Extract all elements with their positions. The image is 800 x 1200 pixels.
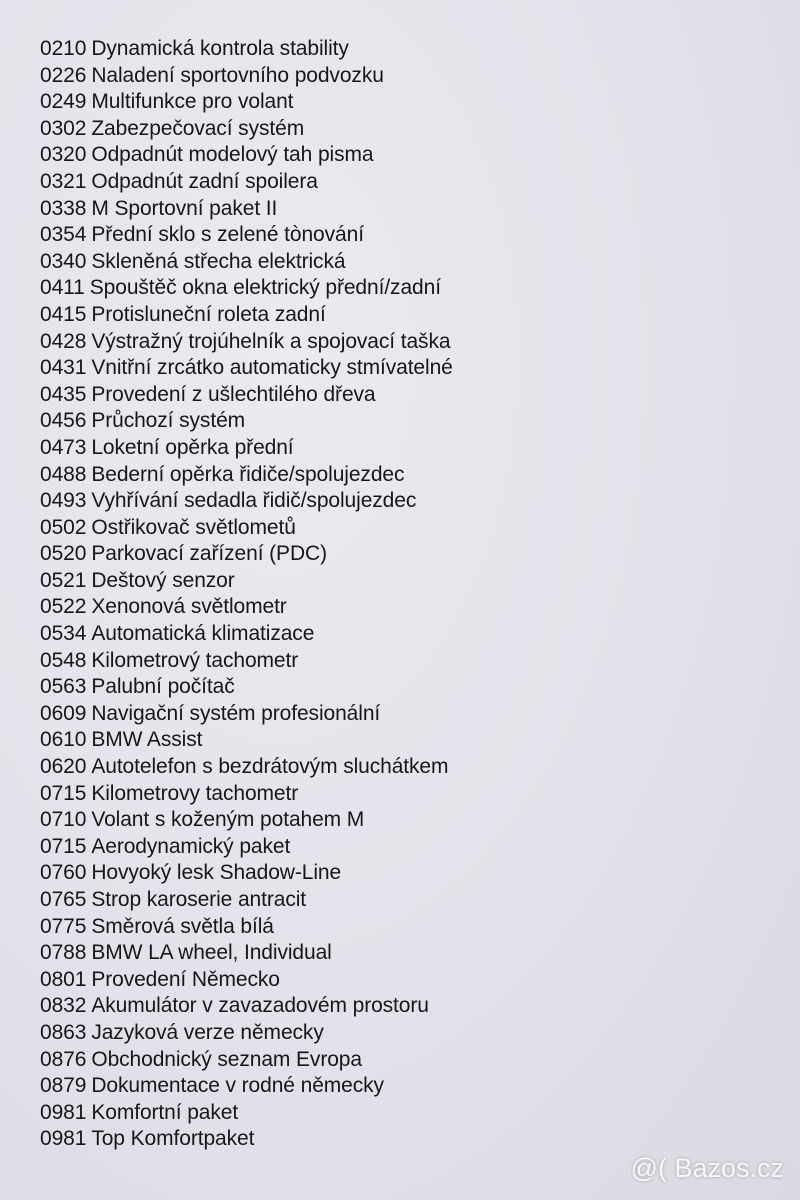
option-label: Provedení Německo: [91, 967, 280, 991]
option-label: Ostřikovač světlometů: [91, 515, 296, 539]
option-row: [40, 594, 453, 621]
option-label: Výstražný trojúhelník a spojovací taška: [91, 329, 451, 353]
option-row: [40, 648, 453, 675]
option-label: Směrová světla bílá: [91, 914, 274, 938]
option-row: [40, 1126, 453, 1153]
option-row: [40, 302, 453, 329]
option-label: Loketní opěrka přední: [91, 435, 294, 459]
option-label: Odpadnút modelový tah pisma: [91, 143, 374, 167]
option-label: BMW Assist: [91, 728, 203, 752]
option-label: Bederní opěrka řidiče/spolujezdec: [91, 462, 405, 486]
option-code: 0340: [40, 249, 87, 273]
option-label: Multifunkce pro volant: [91, 90, 294, 114]
option-label: Autotelefon s bezdrátovým sluchátkem: [91, 755, 449, 779]
option-code: 0502: [40, 515, 87, 539]
option-code: 0876: [40, 1047, 87, 1071]
option-row: [40, 860, 453, 887]
option-code: 0473: [40, 435, 87, 459]
option-label: Top Komfortpaket: [91, 1127, 255, 1151]
option-label: Vnitřní zrcátko automaticky stmívatelné: [91, 356, 453, 380]
option-code: 0760: [40, 861, 87, 885]
option-code: 0226: [40, 63, 87, 87]
option-row: [40, 462, 453, 489]
option-row: [40, 1073, 453, 1100]
option-code: 0981: [40, 1127, 87, 1151]
option-label: Obchodnický seznam Evropa: [91, 1047, 362, 1071]
option-code: 0431: [40, 356, 87, 380]
option-label: BMW LA wheel, Individual: [91, 941, 332, 965]
option-row: [40, 754, 453, 781]
option-label: Spouštěč okna elektrický přední/zadní: [89, 276, 441, 300]
option-row: [40, 382, 453, 409]
option-label: Hovyoký lesk Shadow-Line: [91, 861, 342, 885]
option-row: [40, 967, 453, 994]
option-code: 0354: [40, 223, 87, 247]
option-row: [40, 196, 453, 223]
option-code: 0522: [40, 595, 87, 619]
option-code: 0548: [40, 648, 87, 672]
option-label: Navigační systém profesionální: [91, 701, 381, 725]
option-label: Automatická klimatizace: [91, 622, 315, 646]
option-label: Naladení sportovního podvozku: [91, 63, 384, 87]
option-code: 0210: [40, 37, 87, 60]
option-code: 0715: [40, 781, 87, 805]
option-code: 0435: [40, 382, 87, 406]
option-code: 0609: [40, 701, 87, 725]
option-code: 0249: [40, 90, 87, 114]
option-row: [40, 727, 453, 754]
option-code: 0710: [40, 808, 87, 832]
option-label: Kilometrový tachometr: [91, 648, 299, 672]
option-label: Strop karoserie antracit: [91, 888, 307, 911]
option-row: [40, 781, 453, 808]
option-row: [40, 887, 453, 914]
option-label: Parkovací zařízení (PDC): [91, 542, 327, 566]
option-row: [40, 63, 453, 90]
option-label: Provedení z ušlechtilého dřeva: [91, 382, 376, 406]
option-row: [40, 1020, 453, 1047]
option-row: [40, 36, 453, 63]
option-row: [40, 488, 453, 515]
option-label: Volant s koženým potahem M: [91, 808, 365, 832]
option-label: Dynamická kontrola stability: [91, 37, 349, 60]
option-code: 0493: [40, 489, 87, 513]
option-row: [40, 541, 453, 568]
option-label: Protisluneční roleta zadní: [91, 302, 326, 326]
option-code: 0563: [40, 675, 87, 699]
option-label: Deštový senzor: [91, 568, 235, 592]
option-code: 0534: [40, 622, 87, 646]
option-code: 0775: [40, 914, 87, 938]
option-row: [40, 993, 453, 1020]
option-code: 0520: [40, 542, 87, 566]
option-label: Přední sklo s zelené tònování: [91, 223, 364, 247]
option-code: 0321: [40, 169, 87, 193]
option-row: [40, 940, 453, 967]
option-row: [40, 834, 453, 861]
option-code: 0610: [40, 728, 87, 752]
option-code: 0428: [40, 329, 87, 353]
option-row: [40, 1100, 453, 1127]
option-code: 0302: [40, 116, 87, 140]
option-code: 0863: [40, 1020, 87, 1044]
option-row: [40, 222, 453, 249]
option-code: 0338: [40, 196, 87, 220]
option-row: [40, 435, 453, 462]
option-label: Kilometrovy tachometr: [91, 781, 299, 805]
option-label: Dokumentace v rodné německy: [91, 1074, 384, 1098]
option-row: [40, 674, 453, 701]
option-code: 0320: [40, 143, 87, 167]
option-code: 0411: [40, 276, 85, 300]
option-row: [40, 275, 453, 302]
option-code: 0620: [40, 755, 87, 779]
option-label: Zabezpečovací systém: [91, 116, 305, 140]
option-code: 0521: [40, 568, 87, 592]
option-row: [40, 355, 453, 382]
option-label: Skleněná střecha elektrická: [91, 249, 346, 273]
option-row: [40, 169, 453, 196]
option-row: [40, 142, 453, 169]
option-code: 0788: [40, 941, 87, 965]
option-label: Vyhřívání sedadla řidič/spolujezdec: [91, 489, 417, 513]
option-row: [40, 329, 453, 356]
option-label: Palubní počítač: [91, 675, 235, 699]
option-code: 0715: [40, 834, 87, 858]
option-code: 0415: [40, 302, 87, 326]
option-label: Průchozí systém: [91, 409, 246, 433]
option-row: [40, 914, 453, 941]
option-code: 0879: [40, 1074, 87, 1098]
option-code: 0488: [40, 462, 87, 486]
option-row: [40, 515, 453, 542]
option-code: 0981: [40, 1100, 87, 1124]
option-row: [40, 621, 453, 648]
option-code: 0832: [40, 994, 87, 1018]
option-row: [40, 408, 453, 435]
option-code: 0456: [40, 409, 87, 433]
option-row: [40, 701, 453, 728]
option-row: [40, 116, 453, 143]
option-label: Aerodynamický paket: [91, 834, 291, 858]
option-code: 0765: [40, 888, 87, 911]
option-label: Komfortní paket: [91, 1100, 239, 1124]
option-label: Odpadnút zadní spoilera: [91, 169, 318, 193]
equipment-options-list: [40, 36, 453, 1153]
option-label: Xenonová světlometr: [91, 595, 287, 619]
option-row: [40, 568, 453, 595]
option-row: [40, 1047, 453, 1074]
option-code: 0801: [40, 967, 87, 991]
bazos-watermark: @( Bazos.cz: [630, 1153, 784, 1183]
option-label: Akumulátor v zavazadovém prostoru: [91, 994, 429, 1018]
option-label: M Sportovní paket II: [91, 196, 278, 220]
option-row: [40, 807, 453, 834]
option-row: [40, 89, 453, 116]
option-label: Jazyková verze německy: [91, 1020, 324, 1044]
option-row: [40, 249, 453, 276]
